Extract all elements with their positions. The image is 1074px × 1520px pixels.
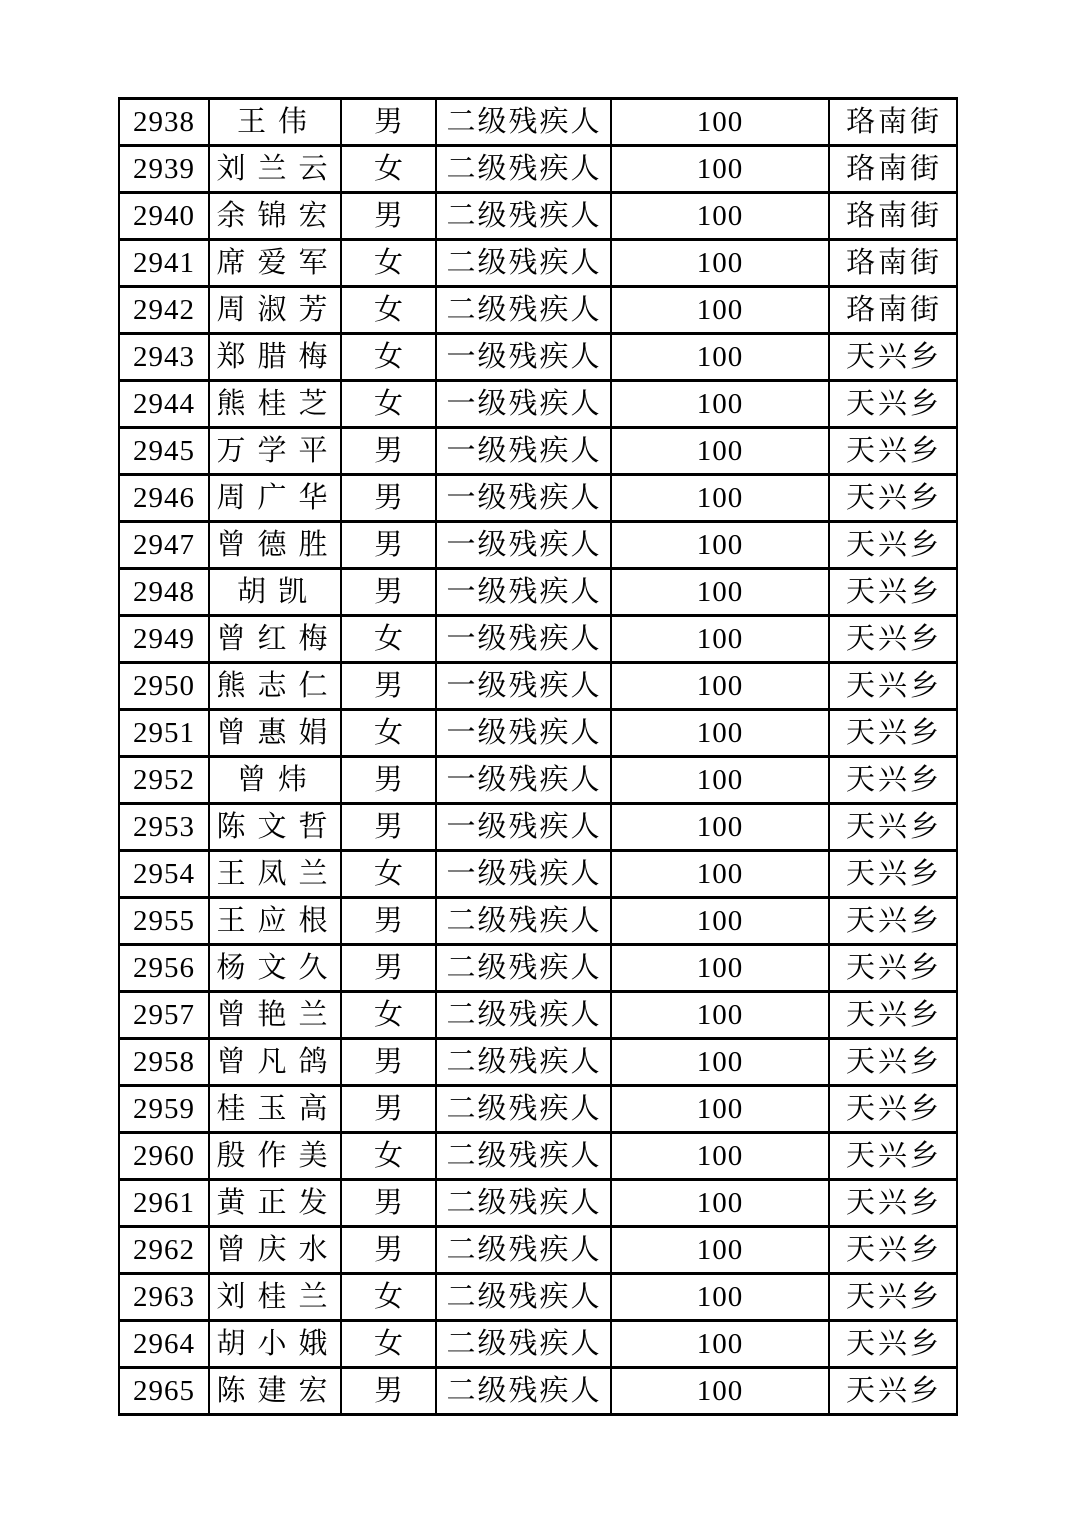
cell-serial-number: 2956	[119, 945, 209, 992]
cell-serial-number: 2958	[119, 1039, 209, 1086]
cell-person-name: 刘桂兰	[209, 1274, 341, 1321]
table-row	[119, 663, 957, 710]
cell-disability-level: 一级残疾人	[436, 851, 611, 898]
cell-person-name: 曾艳兰	[209, 992, 341, 1039]
table-row	[119, 193, 957, 240]
cell-serial-number: 2942	[119, 287, 209, 334]
table-row	[119, 616, 957, 663]
cell-person-name: 王应根	[209, 898, 341, 945]
table-row	[119, 992, 957, 1039]
cell-person-name: 席爱军	[209, 240, 341, 287]
cell-disability-level: 二级残疾人	[436, 1368, 611, 1415]
table-row	[119, 1133, 957, 1180]
cell-township: 珞南街	[829, 146, 957, 193]
cell-gender: 女	[341, 240, 436, 287]
cell-person-name: 黄正发	[209, 1180, 341, 1227]
cell-gender: 男	[341, 898, 436, 945]
cell-person-name: 郑腊梅	[209, 334, 341, 381]
cell-township: 天兴乡	[829, 757, 957, 804]
cell-amount: 100	[611, 1274, 829, 1321]
cell-disability-level: 一级残疾人	[436, 475, 611, 522]
cell-township: 天兴乡	[829, 804, 957, 851]
cell-gender: 男	[341, 1368, 436, 1415]
cell-person-name: 余锦宏	[209, 193, 341, 240]
cell-amount: 100	[611, 757, 829, 804]
cell-gender: 女	[341, 992, 436, 1039]
cell-gender: 女	[341, 851, 436, 898]
cell-person-name: 曾凡鸽	[209, 1039, 341, 1086]
table-row	[119, 757, 957, 804]
cell-serial-number: 2947	[119, 522, 209, 569]
cell-township: 珞南街	[829, 240, 957, 287]
cell-serial-number: 2965	[119, 1368, 209, 1415]
cell-disability-level: 二级残疾人	[436, 1133, 611, 1180]
cell-serial-number: 2961	[119, 1180, 209, 1227]
cell-disability-level: 二级残疾人	[436, 1086, 611, 1133]
cell-amount: 100	[611, 663, 829, 710]
cell-gender: 男	[341, 757, 436, 804]
table-row	[119, 146, 957, 193]
table-row	[119, 1274, 957, 1321]
cell-township: 天兴乡	[829, 381, 957, 428]
cell-township: 珞南街	[829, 99, 957, 146]
cell-township: 天兴乡	[829, 663, 957, 710]
table-row	[119, 898, 957, 945]
cell-amount: 100	[611, 99, 829, 146]
cell-serial-number: 2960	[119, 1133, 209, 1180]
cell-person-name: 桂玉高	[209, 1086, 341, 1133]
cell-township: 天兴乡	[829, 851, 957, 898]
cell-amount: 100	[611, 146, 829, 193]
cell-person-name: 熊桂芝	[209, 381, 341, 428]
table-row	[119, 851, 957, 898]
cell-disability-level: 二级残疾人	[436, 945, 611, 992]
cell-gender: 女	[341, 710, 436, 757]
cell-disability-level: 一级残疾人	[436, 522, 611, 569]
cell-disability-level: 二级残疾人	[436, 99, 611, 146]
cell-serial-number: 2954	[119, 851, 209, 898]
cell-serial-number: 2951	[119, 710, 209, 757]
cell-person-name: 曾庆水	[209, 1227, 341, 1274]
cell-serial-number: 2963	[119, 1274, 209, 1321]
cell-disability-level: 一级残疾人	[436, 334, 611, 381]
cell-township: 天兴乡	[829, 898, 957, 945]
table-row	[119, 287, 957, 334]
cell-township: 天兴乡	[829, 428, 957, 475]
table-row	[119, 428, 957, 475]
table-row	[119, 1086, 957, 1133]
cell-amount: 100	[611, 1227, 829, 1274]
cell-serial-number: 2950	[119, 663, 209, 710]
cell-township: 珞南街	[829, 193, 957, 240]
cell-serial-number: 2945	[119, 428, 209, 475]
cell-gender: 男	[341, 663, 436, 710]
cell-serial-number: 2964	[119, 1321, 209, 1368]
cell-amount: 100	[611, 569, 829, 616]
cell-disability-level: 二级残疾人	[436, 992, 611, 1039]
cell-township: 天兴乡	[829, 1368, 957, 1415]
cell-township: 天兴乡	[829, 1039, 957, 1086]
table-row	[119, 381, 957, 428]
table-row	[119, 1368, 957, 1415]
table-row	[119, 1039, 957, 1086]
cell-person-name: 王伟	[209, 99, 341, 146]
cell-serial-number: 2944	[119, 381, 209, 428]
cell-amount: 100	[611, 1321, 829, 1368]
cell-person-name: 王凤兰	[209, 851, 341, 898]
cell-township: 天兴乡	[829, 710, 957, 757]
cell-gender: 男	[341, 475, 436, 522]
cell-gender: 男	[341, 804, 436, 851]
cell-person-name: 曾德胜	[209, 522, 341, 569]
cell-amount: 100	[611, 945, 829, 992]
cell-township: 天兴乡	[829, 569, 957, 616]
cell-person-name: 胡凯	[209, 569, 341, 616]
cell-township: 天兴乡	[829, 1274, 957, 1321]
cell-township: 天兴乡	[829, 522, 957, 569]
cell-disability-level: 二级残疾人	[436, 146, 611, 193]
cell-person-name: 陈文哲	[209, 804, 341, 851]
cell-gender: 男	[341, 569, 436, 616]
cell-serial-number: 2943	[119, 334, 209, 381]
cell-gender: 男	[341, 945, 436, 992]
cell-amount: 100	[611, 616, 829, 663]
cell-serial-number: 2955	[119, 898, 209, 945]
cell-disability-level: 一级残疾人	[436, 381, 611, 428]
table-row	[119, 710, 957, 757]
cell-township: 珞南街	[829, 287, 957, 334]
cell-amount: 100	[611, 898, 829, 945]
cell-person-name: 杨文久	[209, 945, 341, 992]
cell-serial-number: 2953	[119, 804, 209, 851]
table-row	[119, 1321, 957, 1368]
table-row	[119, 945, 957, 992]
cell-disability-level: 二级残疾人	[436, 193, 611, 240]
cell-person-name: 刘兰云	[209, 146, 341, 193]
cell-township: 天兴乡	[829, 1227, 957, 1274]
table-row	[119, 475, 957, 522]
cell-gender: 男	[341, 99, 436, 146]
cell-disability-level: 二级残疾人	[436, 1180, 611, 1227]
table-row	[119, 99, 957, 146]
cell-gender: 女	[341, 616, 436, 663]
cell-disability-level: 二级残疾人	[436, 1274, 611, 1321]
cell-disability-level: 二级残疾人	[436, 240, 611, 287]
cell-person-name: 陈建宏	[209, 1368, 341, 1415]
cell-serial-number: 2962	[119, 1227, 209, 1274]
table-row	[119, 1227, 957, 1274]
cell-serial-number: 2941	[119, 240, 209, 287]
table-row	[119, 522, 957, 569]
cell-person-name: 殷作美	[209, 1133, 341, 1180]
cell-gender: 男	[341, 1227, 436, 1274]
cell-serial-number: 2946	[119, 475, 209, 522]
cell-serial-number: 2939	[119, 146, 209, 193]
cell-township: 天兴乡	[829, 1086, 957, 1133]
cell-serial-number: 2938	[119, 99, 209, 146]
table-row	[119, 1180, 957, 1227]
roster-table-body	[119, 99, 957, 1415]
cell-amount: 100	[611, 522, 829, 569]
cell-gender: 女	[341, 1274, 436, 1321]
cell-gender: 男	[341, 428, 436, 475]
cell-amount: 100	[611, 287, 829, 334]
cell-township: 天兴乡	[829, 1133, 957, 1180]
cell-serial-number: 2948	[119, 569, 209, 616]
cell-amount: 100	[611, 804, 829, 851]
cell-gender: 女	[341, 146, 436, 193]
cell-township: 天兴乡	[829, 334, 957, 381]
cell-disability-level: 一级残疾人	[436, 569, 611, 616]
table-row	[119, 334, 957, 381]
cell-gender: 女	[341, 287, 436, 334]
cell-amount: 100	[611, 1086, 829, 1133]
cell-disability-level: 二级残疾人	[436, 287, 611, 334]
cell-serial-number: 2952	[119, 757, 209, 804]
cell-disability-level: 二级残疾人	[436, 1321, 611, 1368]
cell-gender: 男	[341, 193, 436, 240]
cell-gender: 女	[341, 334, 436, 381]
cell-amount: 100	[611, 334, 829, 381]
cell-disability-level: 二级残疾人	[436, 1227, 611, 1274]
cell-person-name: 曾炜	[209, 757, 341, 804]
cell-serial-number: 2957	[119, 992, 209, 1039]
cell-serial-number: 2959	[119, 1086, 209, 1133]
cell-disability-level: 一级残疾人	[436, 663, 611, 710]
cell-township: 天兴乡	[829, 616, 957, 663]
cell-amount: 100	[611, 240, 829, 287]
cell-township: 天兴乡	[829, 1321, 957, 1368]
cell-disability-level: 一级残疾人	[436, 757, 611, 804]
cell-gender: 男	[341, 1086, 436, 1133]
table-row	[119, 569, 957, 616]
roster-table	[118, 97, 958, 1416]
cell-gender: 女	[341, 1321, 436, 1368]
cell-disability-level: 一级残疾人	[436, 804, 611, 851]
cell-amount: 100	[611, 428, 829, 475]
table-row	[119, 804, 957, 851]
cell-serial-number: 2940	[119, 193, 209, 240]
cell-person-name: 胡小娥	[209, 1321, 341, 1368]
cell-disability-level: 一级残疾人	[436, 616, 611, 663]
cell-amount: 100	[611, 851, 829, 898]
cell-serial-number: 2949	[119, 616, 209, 663]
cell-township: 天兴乡	[829, 475, 957, 522]
cell-person-name: 曾惠娟	[209, 710, 341, 757]
cell-gender: 男	[341, 1039, 436, 1086]
cell-gender: 女	[341, 381, 436, 428]
cell-disability-level: 二级残疾人	[436, 1039, 611, 1086]
cell-amount: 100	[611, 1180, 829, 1227]
cell-amount: 100	[611, 992, 829, 1039]
cell-person-name: 曾红梅	[209, 616, 341, 663]
cell-amount: 100	[611, 710, 829, 757]
cell-amount: 100	[611, 1039, 829, 1086]
cell-amount: 100	[611, 475, 829, 522]
cell-amount: 100	[611, 381, 829, 428]
cell-township: 天兴乡	[829, 945, 957, 992]
cell-person-name: 熊志仁	[209, 663, 341, 710]
cell-disability-level: 二级残疾人	[436, 898, 611, 945]
table-row	[119, 240, 957, 287]
cell-gender: 男	[341, 1180, 436, 1227]
cell-township: 天兴乡	[829, 992, 957, 1039]
cell-township: 天兴乡	[829, 1180, 957, 1227]
cell-person-name: 周广华	[209, 475, 341, 522]
cell-gender: 男	[341, 522, 436, 569]
cell-amount: 100	[611, 193, 829, 240]
cell-person-name: 周淑芳	[209, 287, 341, 334]
cell-amount: 100	[611, 1133, 829, 1180]
cell-disability-level: 一级残疾人	[436, 428, 611, 475]
cell-amount: 100	[611, 1368, 829, 1415]
cell-person-name: 万学平	[209, 428, 341, 475]
cell-disability-level: 一级残疾人	[436, 710, 611, 757]
cell-gender: 女	[341, 1133, 436, 1180]
